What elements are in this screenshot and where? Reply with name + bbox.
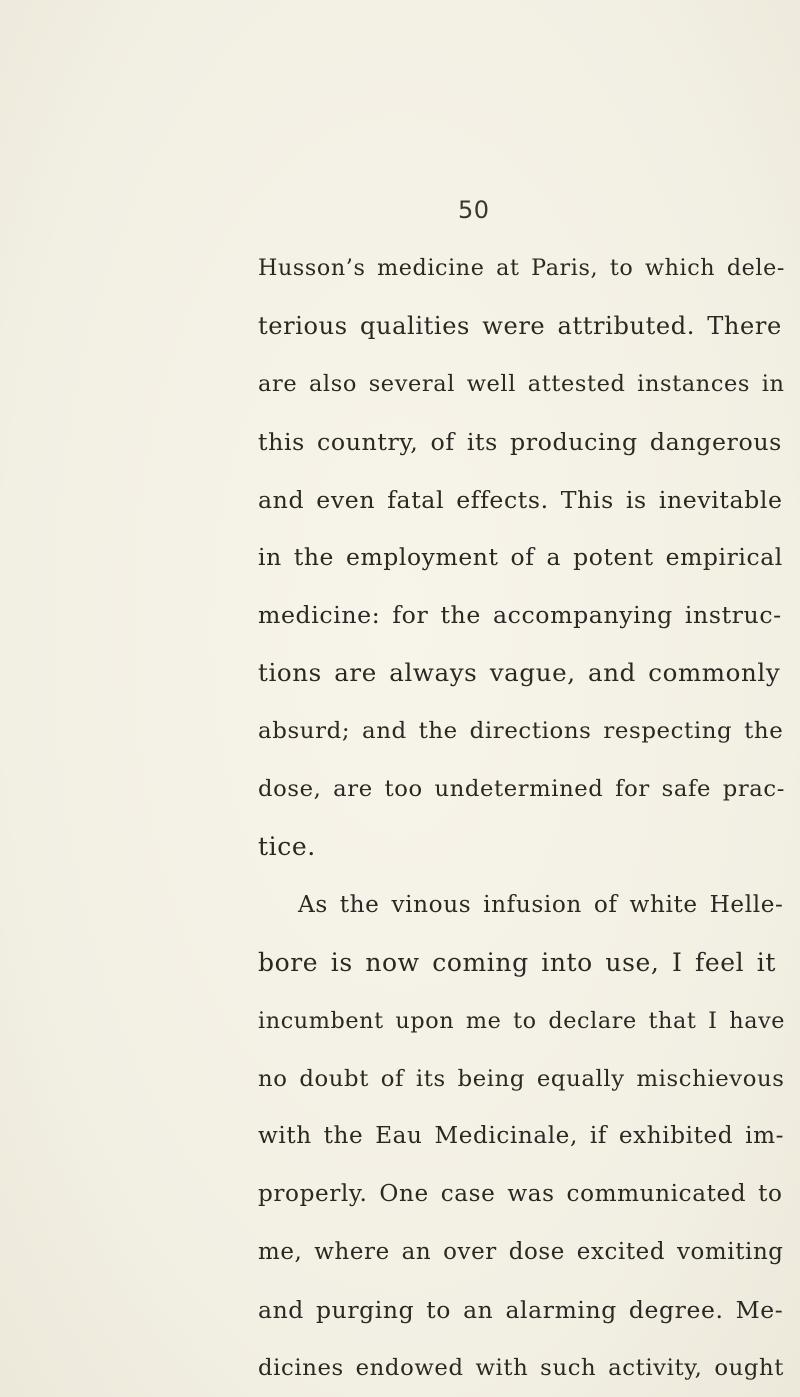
paragraph-start-line: As the vinous infusion of white Helle-	[298, 891, 784, 918]
page-number: 50	[458, 196, 490, 224]
text-line: tions are always vague, and commonly	[258, 658, 781, 687]
text-line: in the employment of a potent empirical	[258, 543, 783, 571]
text-line: terious qualities were attributed. There	[258, 312, 782, 340]
text-line: medicine: for the accompanying instruc-	[258, 601, 782, 629]
text-line: and even fatal effects. This is inevitable	[258, 486, 783, 514]
text-line: and purging to an alarming degree. Me-	[258, 1296, 784, 1324]
text-line: this country, of its producing dangerous	[258, 428, 782, 456]
text-line: bore is now coming into use, I feel it	[258, 948, 777, 977]
text-line: no doubt of its being equally mischievous	[258, 1066, 785, 1092]
text-line: with the Eau Medicinale, if exhibited im-	[258, 1123, 784, 1149]
text-line: properly. One case was communicated to	[258, 1181, 783, 1207]
text-line: dose, are too undetermined for safe prac-	[258, 776, 785, 802]
text-line: Husson’s medicine at Paris, to which dele-	[258, 255, 785, 281]
text-line: are also several well attested instances in	[258, 371, 785, 397]
text-line: absurd; and the directions respecting the	[258, 718, 784, 744]
text-line: me, where an over dose excited vomiting	[258, 1239, 784, 1265]
text-line: tice.	[258, 832, 316, 861]
text-line: dicines endowed with such activity, ought	[258, 1355, 784, 1381]
text-line: incumbent upon me to declare that I have	[258, 1008, 786, 1034]
